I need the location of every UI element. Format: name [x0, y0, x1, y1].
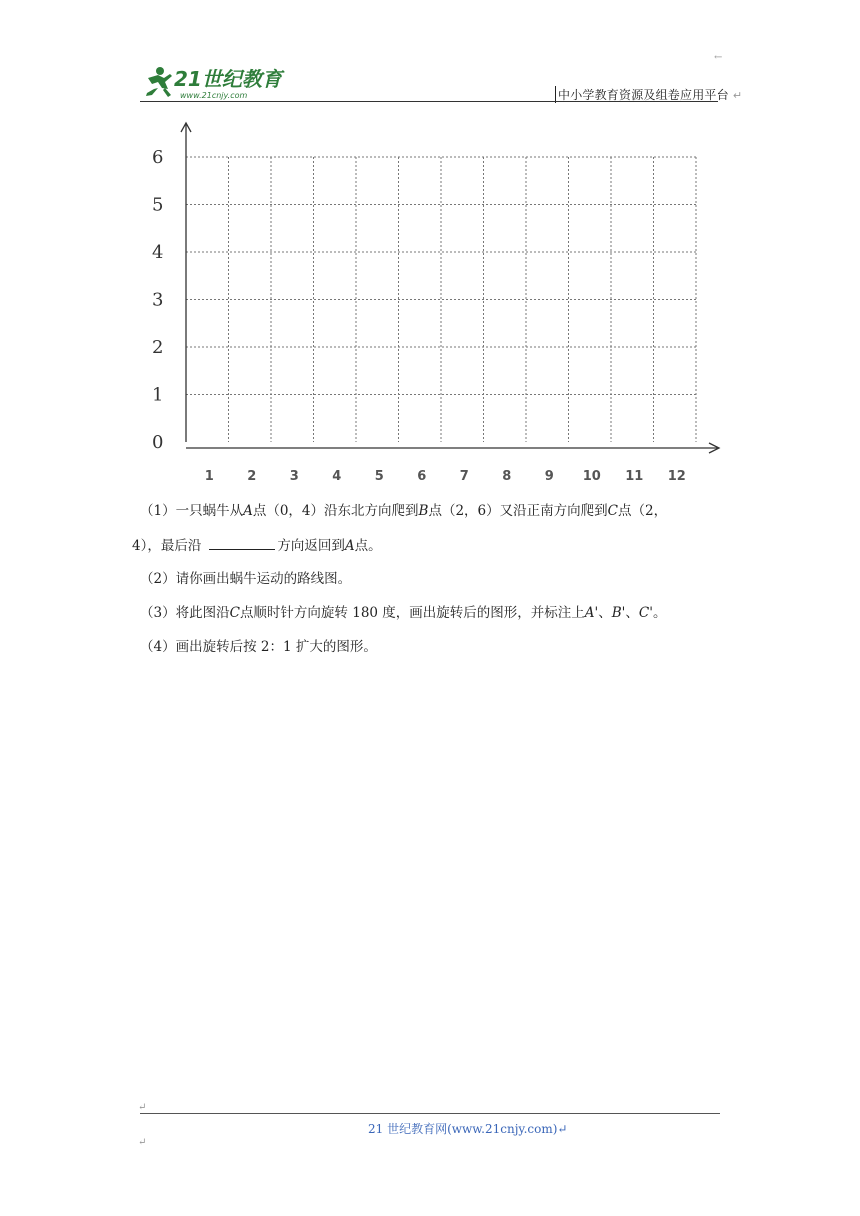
- y-tick-label: 5: [152, 194, 164, 216]
- x-tick-label: 5: [374, 469, 384, 484]
- x-tick-label: 7: [459, 469, 469, 484]
- grid-chart: [140, 116, 730, 490]
- x-tick-label: 9: [544, 469, 554, 484]
- footer-text: 21 世纪教育网(www.21cnjy.com)↵: [368, 1122, 568, 1136]
- y-tick-label: 4: [152, 242, 164, 263]
- x-tick-label: 10: [582, 469, 601, 484]
- question-4: （4）画出旋转后按 2：1 扩大的图形。: [140, 639, 377, 655]
- svg-text:21世纪教育: 21世纪教育: [174, 67, 282, 91]
- page-top-mark: ←: [714, 52, 723, 63]
- coordinate-grid: [140, 116, 730, 490]
- x-tick-label: 4: [332, 469, 342, 484]
- svg-text:www.21cnjy.com: www.21cnjy.com: [180, 91, 248, 100]
- x-tick-label: 2: [247, 469, 257, 484]
- answer-blank[interactable]: [209, 535, 275, 550]
- paragraph-mark-icon: ↵: [732, 89, 743, 102]
- x-tick-label: 3: [289, 469, 299, 484]
- x-tick-label: 6: [417, 469, 427, 484]
- y-tick-label: 0: [152, 432, 164, 453]
- question-3: （3）将此图沿C点顺时针方向旋转 180 度，画出旋转后的图形，并标注上A'、B'、C'。: [140, 605, 667, 621]
- y-tick-label: 2: [152, 337, 164, 358]
- x-tick-label: 12: [667, 469, 686, 484]
- x-tick-label: 1: [204, 469, 214, 484]
- header-rule: [140, 101, 718, 102]
- y-tick-label: 3: [152, 289, 164, 311]
- x-tick-label: 8: [502, 469, 512, 484]
- site-logo: [138, 62, 288, 102]
- y-tick-label: 6: [152, 147, 164, 168]
- question-1: （1）一只蜗牛从A点（0，4）沿东北方向爬到B点（2，6）又沿正南方向爬到C点（2， 4），最后沿 方向返回到A点。: [132, 503, 668, 554]
- x-tick-label: 11: [625, 469, 644, 484]
- logo-graphic: [138, 62, 288, 102]
- footer-rule: [140, 1113, 720, 1114]
- question-2: （2）请你画出蜗牛运动的路线图。: [140, 571, 352, 587]
- footer-paragraph-mark: ↵: [138, 1102, 147, 1113]
- footer-paragraph-mark-2: ↵: [138, 1137, 147, 1148]
- platform-title: 中小学教育资源及组卷应用平台 ↵: [555, 86, 742, 103]
- y-tick-label: 1: [152, 384, 164, 406]
